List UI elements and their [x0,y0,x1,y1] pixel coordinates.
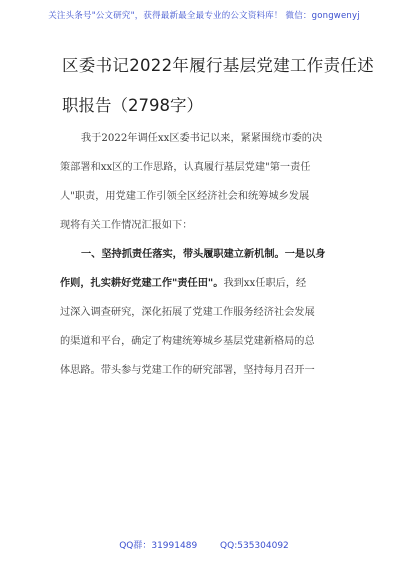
document-title-line1: 区委书记2022年履行基层党建工作责任述 [62,56,374,75]
document-title-line2: 职报告（2798字） [62,96,203,115]
bold-phrase: 作则，扎实耕好党建工作"责任田"。 [60,277,224,289]
text-line: 现将有关工作情况汇报如下： [60,220,193,231]
text-line [60,269,352,298]
paragraph-intro [60,124,352,240]
footer-qq-group: QQ群：31991489 [119,541,198,551]
paragraph-section-one [60,240,352,385]
text-line: 的渠道和平台，确定了构建统筹城乡基层党建新格局的总 [60,336,315,347]
header-note: 关注头条号"公文研究"，获得最新最全最专业的公文资料库！ 微信：gongwenyj [48,11,360,21]
text-line: 体思路。带头参与党建工作的研究部署，坚持每月召开一 [60,365,315,376]
document-body [60,124,352,385]
text-line: 策部署和xx区的工作思路，认真履行基层党建"第一责任 [60,162,311,173]
section-heading-line: 一、坚持抓责任落实，带头履职建立新机制。一是以身 [81,248,326,260]
footer-contact [0,538,408,551]
text-run: 我到xx任职后，经 [223,278,307,289]
text-line: 我于2022年调任xx区委书记以来，紧紧围绕市委的决 [81,133,323,144]
footer-qq: QQ:535304092 [220,541,289,551]
text-line: 人"职责，用党建工作引领全区经济社会和统筹城乡发展 [60,191,310,202]
text-line: 过深入调查研究，深化拓展了党建工作服务经济社会发展 [60,307,315,318]
